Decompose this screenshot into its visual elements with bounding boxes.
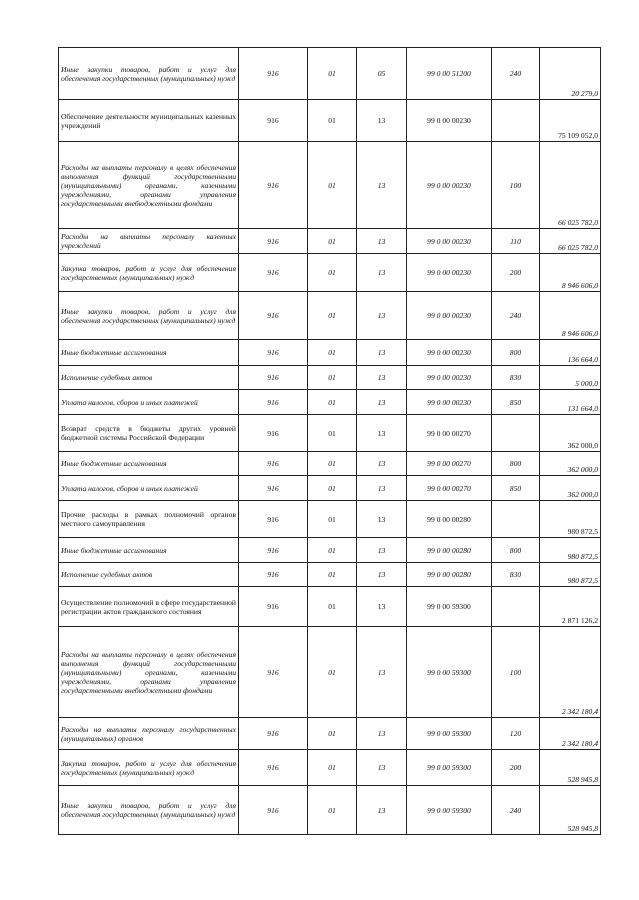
row-name: Иные бюджетные ассигнования xyxy=(59,452,239,476)
row-rz-code: 01 xyxy=(308,476,357,501)
row-gr-code: 916 xyxy=(239,750,308,786)
row-name: Расходы на выплаты персоналу государственных (муниципальных) органов xyxy=(59,718,239,750)
row-amount: 8 946 606,0 xyxy=(540,254,601,292)
row-pr-code: 13 xyxy=(357,627,407,718)
table-row xyxy=(59,48,601,100)
table-row xyxy=(59,100,601,142)
row-rz-code: 01 xyxy=(308,587,357,627)
row-csr-code: 99 0 00 00270 xyxy=(407,415,492,452)
row-amount: 362 000,0 xyxy=(540,476,601,501)
row-rz-code: 01 xyxy=(308,292,357,340)
row-gr-code: 916 xyxy=(239,786,308,835)
row-csr-code: 99 0 00 00230 xyxy=(407,254,492,292)
row-gr-code: 916 xyxy=(239,627,308,718)
row-csr-code: 99 0 00 59300 xyxy=(407,627,492,718)
row-vr-code: 120 xyxy=(492,718,540,750)
row-name: Иные бюджетные ассигнования xyxy=(59,340,239,366)
row-rz-code: 01 xyxy=(308,100,357,142)
row-amount: 2 871 126,2 xyxy=(540,587,601,627)
row-pr-code: 13 xyxy=(357,786,407,835)
table-row xyxy=(59,292,601,340)
row-csr-code: 99 0 00 51200 xyxy=(407,48,492,100)
row-amount: 362 000,0 xyxy=(540,452,601,476)
row-vr-code xyxy=(492,501,540,538)
row-amount: 66 025 782,0 xyxy=(540,142,601,229)
row-csr-code: 99 0 00 00280 xyxy=(407,501,492,538)
row-vr-code: 830 xyxy=(492,366,540,390)
row-vr-code: 800 xyxy=(492,452,540,476)
row-vr-code: 800 xyxy=(492,538,540,563)
table-row xyxy=(59,390,601,415)
row-rz-code: 01 xyxy=(308,718,357,750)
row-amount: 75 109 052,0 xyxy=(540,100,601,142)
budget-table xyxy=(58,47,601,835)
table-row xyxy=(59,563,601,587)
row-amount: 8 946 606,0 xyxy=(540,292,601,340)
row-amount: 362 000,0 xyxy=(540,415,601,452)
row-vr-code xyxy=(492,415,540,452)
row-csr-code: 99 0 00 00230 xyxy=(407,390,492,415)
row-gr-code: 916 xyxy=(239,538,308,563)
row-amount: 980 872,5 xyxy=(540,501,601,538)
row-amount: 5 000,0 xyxy=(540,366,601,390)
row-rz-code: 01 xyxy=(308,538,357,563)
table-row xyxy=(59,718,601,750)
table-row xyxy=(59,750,601,786)
row-rz-code: 01 xyxy=(308,627,357,718)
row-name: Закупка товаров, работ и услуг для обеспечения государственных (муниципальных) нужд xyxy=(59,750,239,786)
row-name: Обеспечение деятельности муниципальных казенных учреждений xyxy=(59,100,239,142)
row-rz-code: 01 xyxy=(308,750,357,786)
row-name: Расходы на выплаты персоналу в целях обеспечения выполнения функций государственными (муниципальными) органами, казенными учреждениями, органами управления государственными внебюджетными фондами xyxy=(59,142,239,229)
row-pr-code: 13 xyxy=(357,501,407,538)
row-rz-code: 01 xyxy=(308,786,357,835)
row-gr-code: 916 xyxy=(239,718,308,750)
row-csr-code: 99 0 00 59300 xyxy=(407,718,492,750)
row-amount: 66 025 782,0 xyxy=(540,229,601,254)
row-vr-code xyxy=(492,587,540,627)
row-rz-code: 01 xyxy=(308,501,357,538)
row-amount: 20 279,0 xyxy=(540,48,601,100)
row-amount: 131 664,0 xyxy=(540,390,601,415)
row-name: Иные закупки товаров, работ и услуг для обеспечения государственных (муниципальных) нужд xyxy=(59,786,239,835)
row-gr-code: 916 xyxy=(239,254,308,292)
row-pr-code: 05 xyxy=(357,48,407,100)
row-rz-code: 01 xyxy=(308,142,357,229)
row-pr-code: 13 xyxy=(357,142,407,229)
row-vr-code: 800 xyxy=(492,340,540,366)
table-row xyxy=(59,254,601,292)
row-gr-code: 916 xyxy=(239,229,308,254)
row-vr-code: 110 xyxy=(492,229,540,254)
row-amount: 136 664,0 xyxy=(540,340,601,366)
row-name: Иные закупки товаров, работ и услуг для обеспечения государственных (муниципальных) нужд xyxy=(59,292,239,340)
row-pr-code: 13 xyxy=(357,366,407,390)
row-gr-code: 916 xyxy=(239,563,308,587)
row-pr-code: 13 xyxy=(357,292,407,340)
row-name: Расходы на выплаты персоналу в целях обеспечения выполнения функций государственными (муниципальными) органами, казенными учреждениями, органами управления государственными внебюджетными фондами xyxy=(59,627,239,718)
row-csr-code: 99 0 00 59300 xyxy=(407,786,492,835)
row-vr-code: 850 xyxy=(492,390,540,415)
row-amount: 528 945,8 xyxy=(540,750,601,786)
row-vr-code: 200 xyxy=(492,750,540,786)
row-rz-code: 01 xyxy=(308,563,357,587)
row-amount: 528 945,8 xyxy=(540,786,601,835)
row-name: Исполнение судебных актов xyxy=(59,366,239,390)
row-name: Закупка товаров, работ и услуг для обеспечения государственных (муниципальных) нужд xyxy=(59,254,239,292)
row-csr-code: 99 0 00 59300 xyxy=(407,750,492,786)
row-pr-code: 13 xyxy=(357,340,407,366)
row-csr-code: 99 0 00 00270 xyxy=(407,476,492,501)
row-name: Иные бюджетные ассигнования xyxy=(59,538,239,563)
row-csr-code: 99 0 00 00230 xyxy=(407,142,492,229)
row-pr-code: 13 xyxy=(357,100,407,142)
table-body xyxy=(59,48,601,835)
row-name: Уплата налогов, сборов и иных платежей xyxy=(59,476,239,501)
table-row xyxy=(59,476,601,501)
row-gr-code: 916 xyxy=(239,100,308,142)
row-rz-code: 01 xyxy=(308,229,357,254)
row-csr-code: 99 0 00 00270 xyxy=(407,452,492,476)
table-row xyxy=(59,786,601,835)
row-gr-code: 916 xyxy=(239,452,308,476)
row-amount: 980 872,5 xyxy=(540,538,601,563)
row-vr-code xyxy=(492,100,540,142)
table-row xyxy=(59,340,601,366)
row-gr-code: 916 xyxy=(239,587,308,627)
row-name: Исполнение судебных актов xyxy=(59,563,239,587)
row-gr-code: 916 xyxy=(239,48,308,100)
row-pr-code: 13 xyxy=(357,254,407,292)
row-pr-code: 13 xyxy=(357,538,407,563)
row-pr-code: 13 xyxy=(357,587,407,627)
row-vr-code: 240 xyxy=(492,292,540,340)
row-csr-code: 99 0 00 00230 xyxy=(407,340,492,366)
row-pr-code: 13 xyxy=(357,563,407,587)
row-gr-code: 916 xyxy=(239,292,308,340)
row-gr-code: 916 xyxy=(239,340,308,366)
row-vr-code: 200 xyxy=(492,254,540,292)
row-rz-code: 01 xyxy=(308,415,357,452)
row-gr-code: 916 xyxy=(239,501,308,538)
row-csr-code: 99 0 00 00230 xyxy=(407,292,492,340)
row-gr-code: 916 xyxy=(239,476,308,501)
table-row xyxy=(59,627,601,718)
table-row xyxy=(59,587,601,627)
row-rz-code: 01 xyxy=(308,452,357,476)
table-row xyxy=(59,501,601,538)
row-vr-code: 100 xyxy=(492,627,540,718)
table-row xyxy=(59,366,601,390)
row-csr-code: 99 0 00 59300 xyxy=(407,587,492,627)
row-rz-code: 01 xyxy=(308,48,357,100)
row-pr-code: 13 xyxy=(357,718,407,750)
row-rz-code: 01 xyxy=(308,366,357,390)
row-csr-code: 99 0 00 00280 xyxy=(407,538,492,563)
row-pr-code: 13 xyxy=(357,476,407,501)
row-gr-code: 916 xyxy=(239,366,308,390)
row-name: Расходы на выплаты персоналу казенных учреждений xyxy=(59,229,239,254)
row-csr-code: 99 0 00 00230 xyxy=(407,366,492,390)
row-name: Прочие расходы в рамках полномочий органов местного самоуправления xyxy=(59,501,239,538)
row-vr-code: 240 xyxy=(492,48,540,100)
row-name: Иные закупки товаров, работ и услуг для обеспечения государственных (муниципальных) нужд xyxy=(59,48,239,100)
row-pr-code: 13 xyxy=(357,750,407,786)
row-pr-code: 13 xyxy=(357,390,407,415)
page-footer-mark xyxy=(228,884,418,890)
row-pr-code: 13 xyxy=(357,229,407,254)
row-gr-code: 916 xyxy=(239,142,308,229)
row-pr-code: 13 xyxy=(357,415,407,452)
budget-sheet xyxy=(58,47,600,835)
row-csr-code: 99 0 00 00280 xyxy=(407,563,492,587)
row-vr-code: 100 xyxy=(492,142,540,229)
row-pr-code: 13 xyxy=(357,452,407,476)
row-rz-code: 01 xyxy=(308,340,357,366)
row-rz-code: 01 xyxy=(308,390,357,415)
row-gr-code: 916 xyxy=(239,390,308,415)
row-amount: 2 342 180,4 xyxy=(540,627,601,718)
row-gr-code: 916 xyxy=(239,415,308,452)
table-row xyxy=(59,415,601,452)
table-row xyxy=(59,538,601,563)
row-vr-code: 830 xyxy=(492,563,540,587)
row-rz-code: 01 xyxy=(308,254,357,292)
row-vr-code: 240 xyxy=(492,786,540,835)
row-amount: 2 342 180,4 xyxy=(540,718,601,750)
row-name: Уплата налогов, сборов и иных платежей xyxy=(59,390,239,415)
table-row xyxy=(59,229,601,254)
row-csr-code: 99 0 00 00230 xyxy=(407,100,492,142)
row-name: Возврат средств в бюджеты других уровней бюджетной системы Российской Федерации xyxy=(59,415,239,452)
row-csr-code: 99 0 00 00230 xyxy=(407,229,492,254)
table-row xyxy=(59,142,601,229)
table-row xyxy=(59,452,601,476)
row-amount: 980 872,5 xyxy=(540,563,601,587)
row-name: Осуществление полномочий в сфере государственной регистрации актов гражданского состояния xyxy=(59,587,239,627)
row-vr-code: 850 xyxy=(492,476,540,501)
